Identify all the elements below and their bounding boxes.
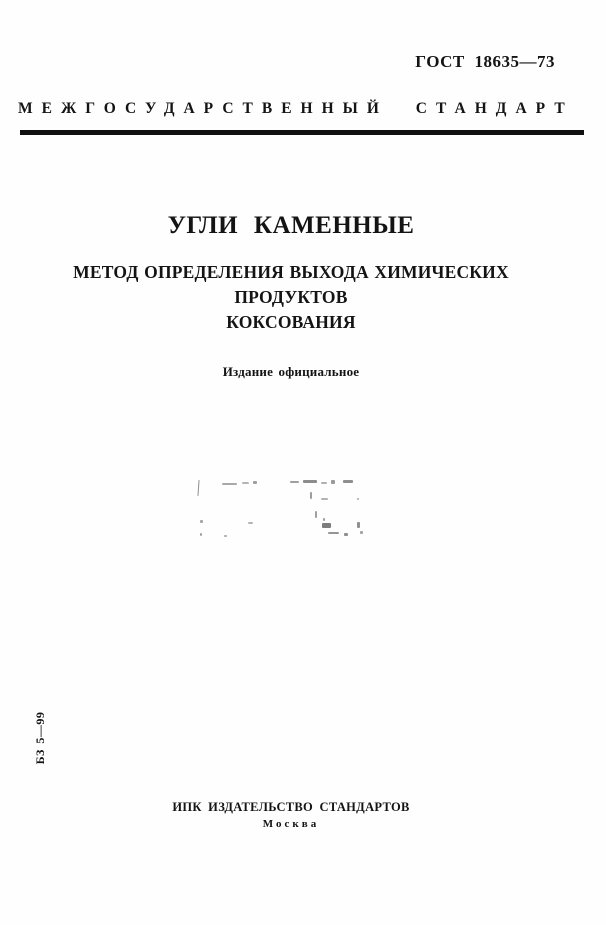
- subtitle-line-1: МЕТОД ОПРЕДЕЛЕНИЯ ВЫХОДА ХИМИЧЕСКИХ ПРОДУКТОВ: [73, 262, 509, 307]
- publisher-name: ИПК ИЗДАТЕЛЬСТВО СТАНДАРТОВ: [172, 800, 410, 814]
- scan-artifact: [190, 475, 375, 541]
- edition-note: Издание официальное: [222, 364, 360, 379]
- document-title: УГЛИ КАМЕННЫЕ: [167, 212, 415, 239]
- subtitle-line-2: КОКСОВАНИЯ: [226, 312, 356, 332]
- side-classification-code: БЗ 5—99: [33, 711, 47, 765]
- publisher-city: Москва: [262, 818, 320, 830]
- document-subtitle: [18, 260, 564, 335]
- header-rule: [20, 130, 584, 135]
- standard-number: ГОСТ 18635—73: [415, 52, 555, 71]
- standard-category-heading: МЕЖГОСУДАРСТВЕННЫЙ СТАНДАРТ: [18, 100, 574, 117]
